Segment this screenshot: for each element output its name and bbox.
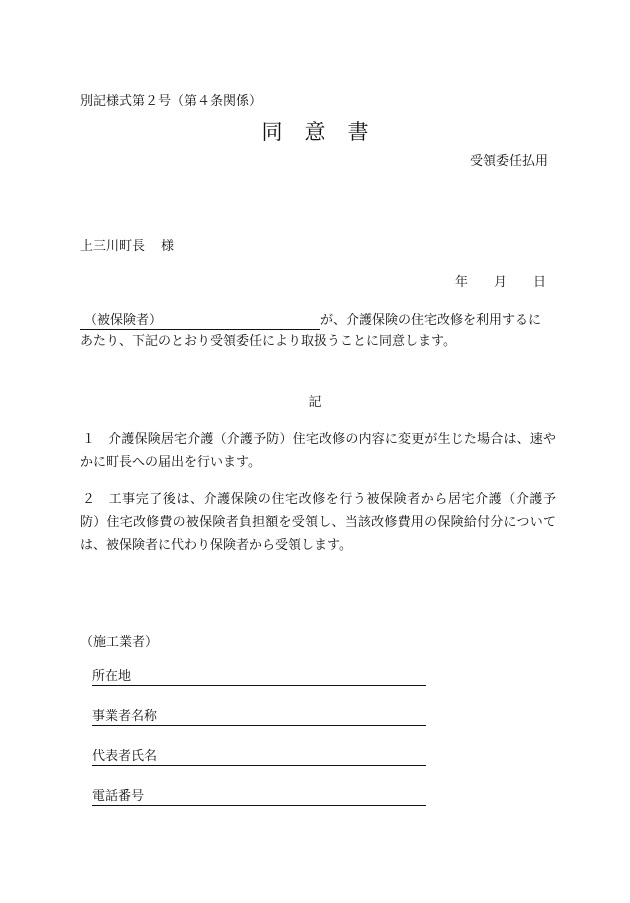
- consent-text-line2: あたり、下記のとおり受領委任により取扱うことに同意します。: [80, 334, 456, 349]
- note-item: [80, 428, 556, 474]
- field-label: 電話番号: [92, 789, 145, 804]
- date-day-label: 日: [532, 275, 546, 290]
- note-item-text: 介護保険居宅介護（介護予防）住宅改修の内容に変更が生じた場合は、速やかに町長への届出を行います。: [80, 432, 556, 470]
- form-number: 別記様式第２号（第４条関係）: [80, 94, 263, 109]
- note-item: [80, 488, 556, 557]
- consent-statement: [80, 310, 554, 352]
- contractor-representative-field[interactable]: [92, 749, 426, 766]
- contractor-address-field[interactable]: [92, 669, 426, 686]
- addressee-honorific: 様: [161, 239, 175, 254]
- contractor-business-name-field[interactable]: [92, 709, 426, 726]
- document-title: 同意書: [261, 120, 391, 144]
- document-subtitle: 受領委任払用: [469, 154, 548, 169]
- insured-label: （被保険者）: [84, 313, 163, 328]
- note-item-text: 工事完了後は、介護保険の住宅改修を行う被保険者から居宅介護（介護予防）住宅改修費の被保険者負担額を受領し、当該改修費用の保険給付分については、被保険者に代わり保険者から受領します。: [80, 492, 556, 553]
- note-item-number: ２: [82, 492, 96, 507]
- field-label: 代表者氏名: [92, 749, 158, 764]
- field-label: 所在地: [92, 669, 132, 684]
- addressee-name: 上三川町長: [80, 239, 146, 254]
- notes-heading: 記: [308, 395, 322, 410]
- date-line: [455, 271, 546, 290]
- consent-text-line1: が、介護保険の住宅改修を利用するに: [320, 313, 542, 328]
- addressee: [80, 235, 174, 254]
- field-label: 事業者名称: [92, 709, 158, 724]
- insured-name-field[interactable]: [80, 313, 320, 330]
- contractor-heading: （施工業者）: [80, 635, 159, 650]
- contractor-phone-field[interactable]: [92, 789, 426, 806]
- date-year-label: 年: [454, 275, 468, 290]
- note-item-number: １: [82, 432, 96, 447]
- date-month-label: 月: [493, 275, 507, 290]
